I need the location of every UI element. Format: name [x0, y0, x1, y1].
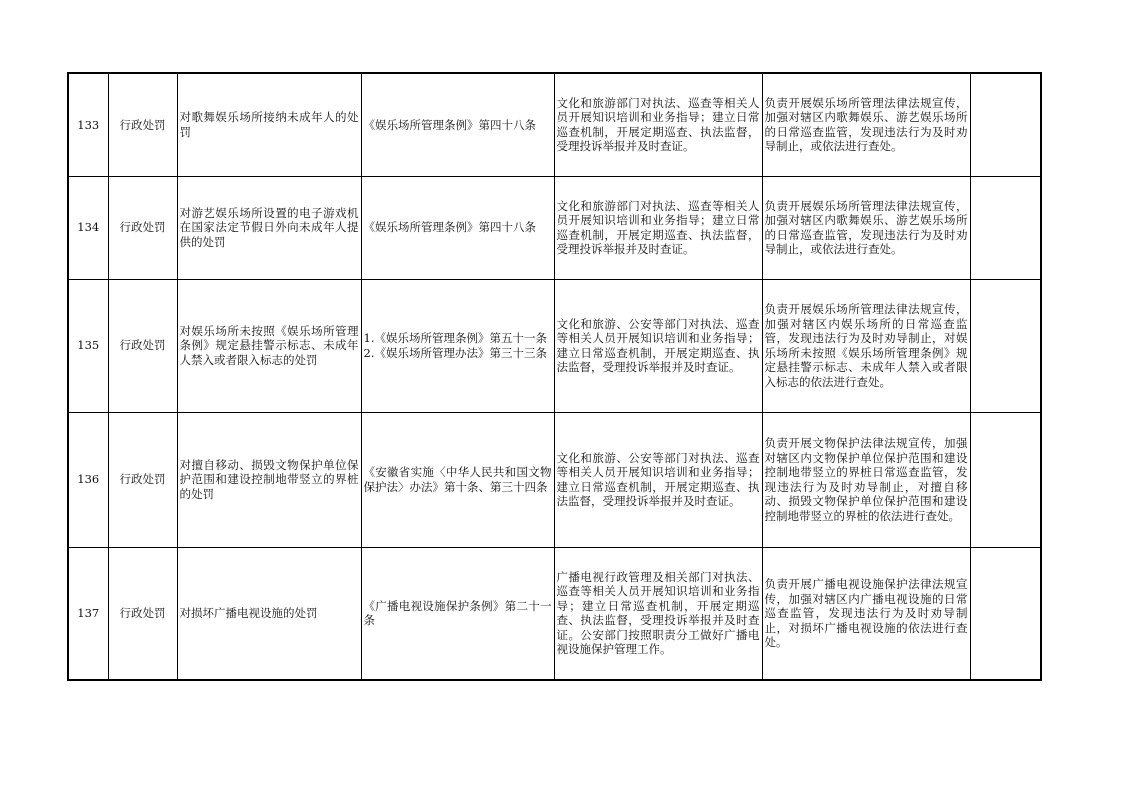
supervising-department-duty: 广播电视行政管理及相关部门对执法、巡查等相关人员开展知识培训和业务指导；建立日常巡查机制，开展定期巡查、执法监督，受理投诉举报并及时查证。公安部门按照职责分工做好广播电视设施保护管理工作。 [554, 547, 762, 680]
township-duty: 负责开展文物保护法律法规宣传，加强对辖区内文物保护单位保护范围和建设控制地带竖立的界桩日常巡查监管，发现违法行为及时劝导制止，对擅自移动、损毁文物保护单位保护范围和建设控制地带竖立的界桩的依法进行查处。 [762, 412, 970, 547]
remark [970, 73, 1041, 176]
supervising-department-duty: 文化和旅游、公安等部门对执法、巡查等相关人员开展知识培训和业务指导；建立日常巡查机制，开展定期巡查、执法监督，受理投诉举报并及时查证。 [554, 279, 762, 412]
matter-type: 行政处罚 [108, 279, 177, 412]
supervising-department-duty: 文化和旅游部门对执法、巡查等相关人员开展知识培训和业务指导；建立日常巡查机制，开展定期巡查、执法监督，受理投诉举报并及时查证。 [554, 176, 762, 279]
row-number: 136 [68, 412, 108, 547]
row-number: 137 [68, 547, 108, 680]
table-row [68, 547, 1041, 680]
township-duty: 负责开展广播电视设施保护法律法规宣传，加强对辖区内广播电视设施的日常巡查监管，发现违法行为及时劝导制止，对损坏广播电视设施的依法进行查处。 [762, 547, 970, 680]
remark [970, 279, 1041, 412]
matter-type: 行政处罚 [108, 547, 177, 680]
supervising-department-duty: 文化和旅游部门对执法、巡查等相关人员开展知识培训和业务指导；建立日常巡查机制，开展定期巡查、执法监督，受理投诉举报并及时查证。 [554, 73, 762, 176]
table-row [68, 176, 1041, 279]
matter-name: 对娱乐场所未按照《娱乐场所管理条例》规定悬挂警示标志、未成年人禁入或者限入标志的处罚 [177, 279, 361, 412]
township-duty: 负责开展娱乐场所管理法律法规宣传，加强对辖区内歌舞娱乐、游艺娱乐场所的日常巡查监管，发现违法行为及时劝导制止，或依法进行查处。 [762, 176, 970, 279]
legal-basis: 《广播电视设施保护条例》第二十一条 [361, 547, 554, 680]
township-duty: 负责开展娱乐场所管理法律法规宣传，加强对辖区内歌舞娱乐、游艺娱乐场所的日常巡查监管，发现违法行为及时劝导制止，或依法进行查处。 [762, 73, 970, 176]
table-row [68, 73, 1041, 176]
township-duty: 负责开展娱乐场所管理法律法规宣传，加强对辖区内娱乐场所的日常巡查监管，发现违法行为及时劝导制止，对娱乐场所未按照《娱乐场所管理条例》规定悬挂警示标志、未成年人禁入或者限入标志的依法进行查处。 [762, 279, 970, 412]
legal-basis: 《安徽省实施〈中华人民共和国文物保护法〉办法》第十条、第三十四条 [361, 412, 554, 547]
legal-basis: 1.《娱乐场所管理条例》第五十一条 2.《娱乐场所管理办法》第三十三条 [361, 279, 554, 412]
matters-table [67, 72, 1042, 681]
remark [970, 412, 1041, 547]
remark [970, 547, 1041, 680]
table-row [68, 279, 1041, 412]
legal-basis: 《娱乐场所管理条例》第四十八条 [361, 176, 554, 279]
matter-name: 对歌舞娱乐场所接纳未成年人的处罚 [177, 73, 361, 176]
legal-basis: 《娱乐场所管理条例》第四十八条 [361, 73, 554, 176]
row-number: 134 [68, 176, 108, 279]
matter-name: 对游艺娱乐场所设置的电子游戏机在国家法定节假日外向未成年人提供的处罚 [177, 176, 361, 279]
matter-type: 行政处罚 [108, 412, 177, 547]
matter-name: 对损坏广播电视设施的处罚 [177, 547, 361, 680]
matter-type: 行政处罚 [108, 176, 177, 279]
row-number: 135 [68, 279, 108, 412]
remark [970, 176, 1041, 279]
table-row [68, 412, 1041, 547]
supervising-department-duty: 文化和旅游、公安等部门对执法、巡查等相关人员开展知识培训和业务指导；建立日常巡查机制，开展定期巡查、执法监督，受理投诉举报并及时查证。 [554, 412, 762, 547]
matter-name: 对擅自移动、损毁文物保护单位保护范围和建设控制地带竖立的界桩的处罚 [177, 412, 361, 547]
table-body [68, 73, 1041, 680]
row-number: 133 [68, 73, 108, 176]
matter-type: 行政处罚 [108, 73, 177, 176]
